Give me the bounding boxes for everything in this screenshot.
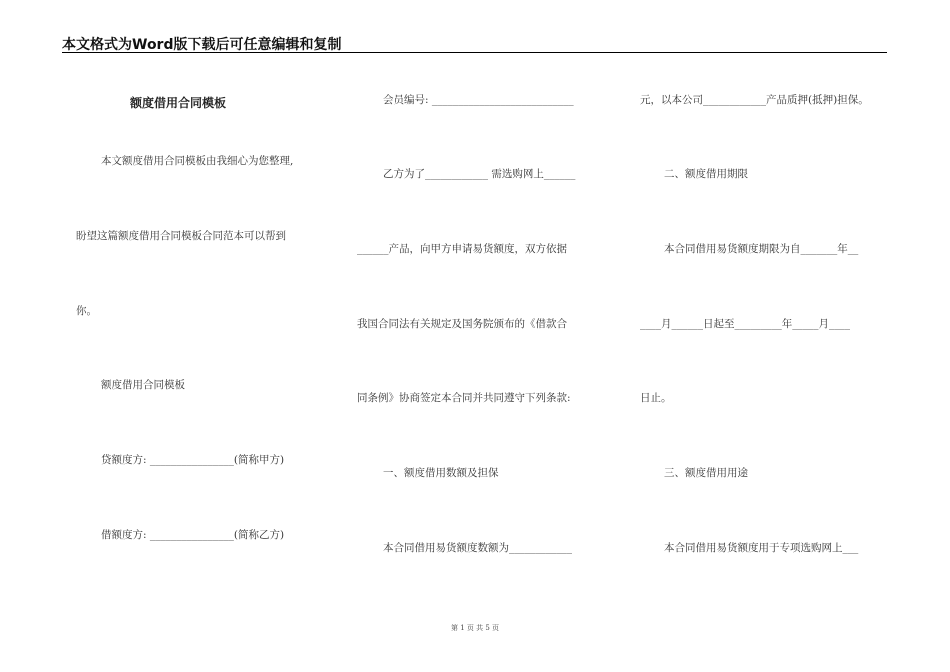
paragraph-line: 你。 <box>76 305 97 317</box>
page-number: 第 1 页 共 5 页 <box>450 624 500 632</box>
paragraph-line: 本合同借用易货额度用于专项选购网上___ <box>664 542 859 554</box>
paragraph-line: 盼望这篇额度借用合同模板合同范本可以帮到 <box>76 230 286 242</box>
paragraph-line: 我国合同法有关规定及国务院颁布的《借款合 <box>357 318 567 330</box>
paragraph-line: 本合同借用易货额度数额为____________ <box>383 542 572 554</box>
document-header: 本文格式为Word版下载后可任意编辑和复制 <box>62 37 342 53</box>
paragraph-line: 元，以本公司____________产品质押(抵押)担保。 <box>640 94 869 106</box>
paragraph-line: 本合同借用易货额度期限为自_______年__ <box>664 243 859 255</box>
paragraph-line: 本文额度借用合同模板由我细心为您整理, <box>101 155 294 167</box>
section-heading: 三、额度借用用途 <box>664 467 748 479</box>
member-number-field: 会员编号: ___________________________ <box>383 94 574 106</box>
paragraph-line: 日止。 <box>640 392 672 404</box>
section-heading: 二、额度借用期限 <box>664 168 748 180</box>
lender-field: 贷额度方: ________________(简称甲方) <box>101 454 285 466</box>
document-title: 额度借用合同模板 <box>130 96 227 110</box>
header-rule <box>62 52 887 53</box>
section-heading: 额度借用合同模板 <box>101 379 185 391</box>
paragraph-line: ____月______日起至_________年_____月____ <box>640 318 850 330</box>
paragraph-line: ______产品，向甲方申请易货额度，双方依据 <box>357 243 567 255</box>
paragraph-line: 同条例》协商签定本合同并共同遵守下列条款: <box>357 392 571 404</box>
borrower-field: 借额度方: ________________(简称乙方) <box>101 529 285 541</box>
paragraph-line: 乙方为了____________ 需选购网上______ <box>383 168 576 180</box>
section-heading: 一、额度借用数额及担保 <box>383 467 499 479</box>
